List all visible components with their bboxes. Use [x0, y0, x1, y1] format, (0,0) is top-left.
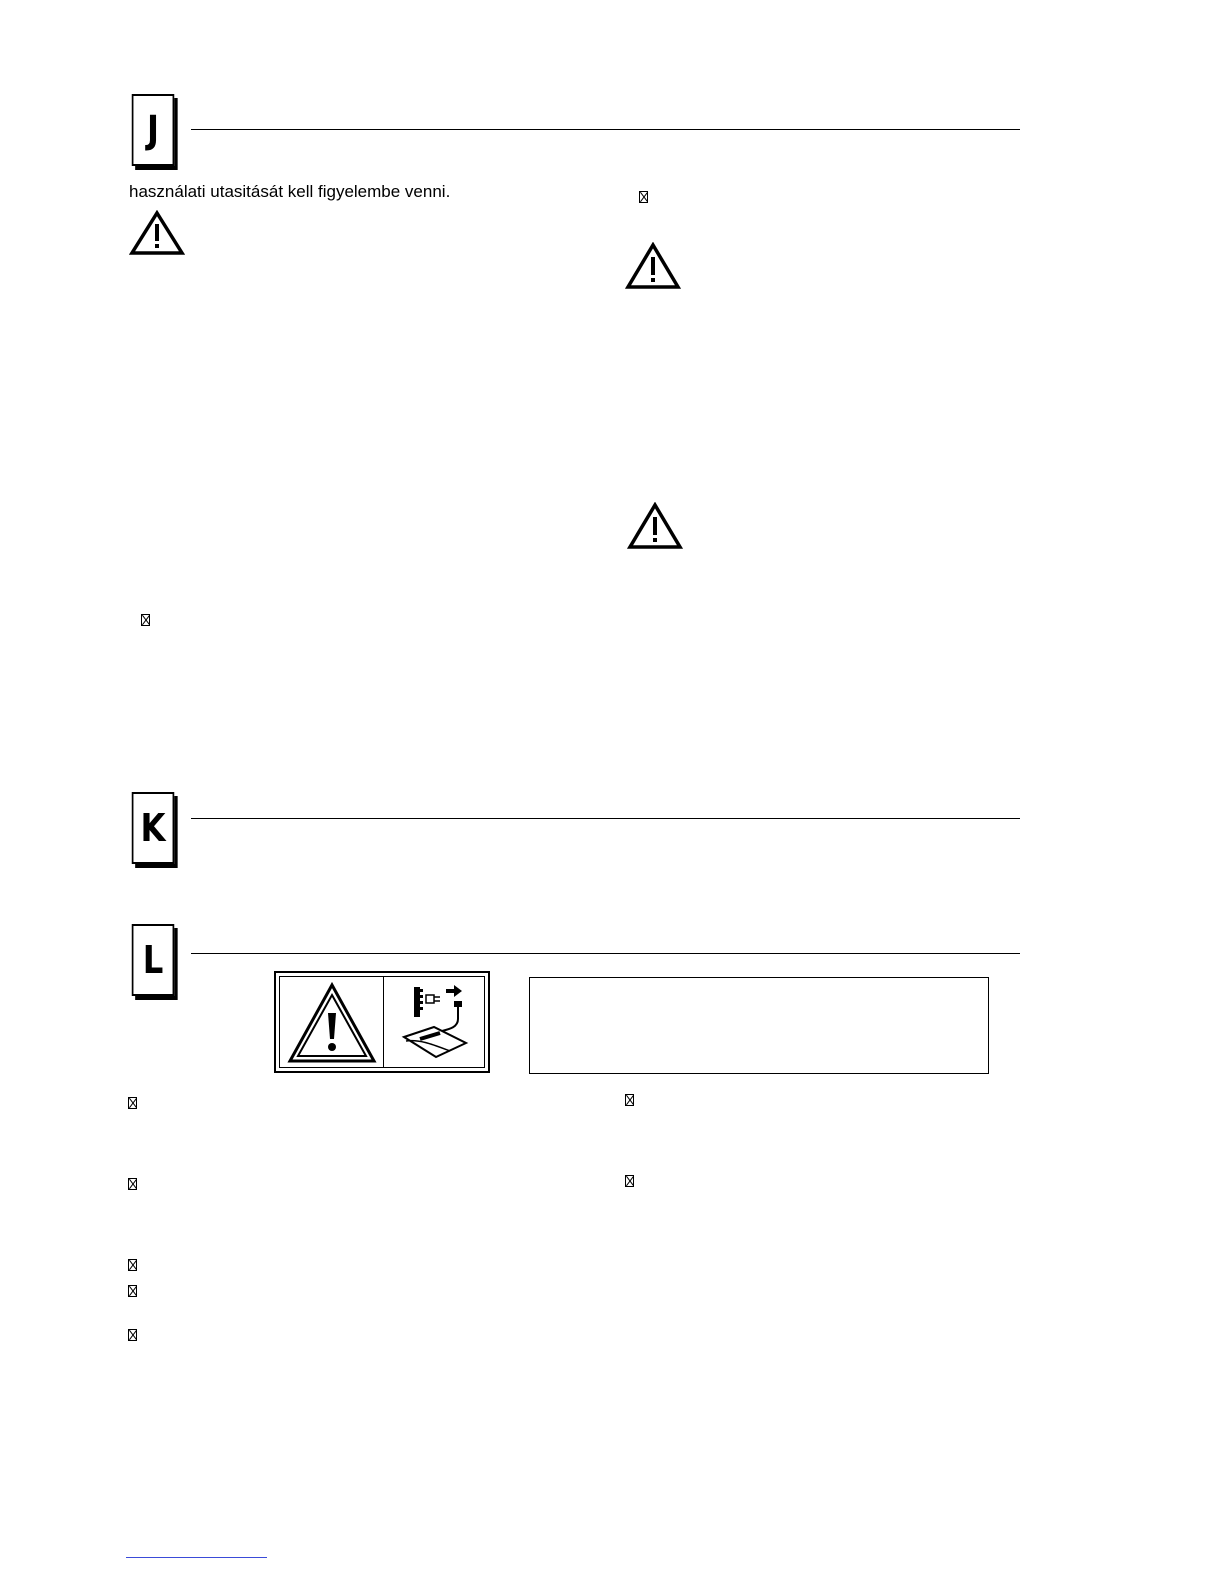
safety-label-divider: [383, 977, 384, 1067]
missing-glyph-icon: [128, 1259, 137, 1271]
warning-triangle-icon: [625, 242, 681, 290]
missing-glyph-icon: [128, 1097, 137, 1109]
section-k-letter: K: [140, 806, 166, 850]
footer-rule: [126, 1557, 267, 1558]
section-l-rule: [191, 953, 1020, 954]
missing-glyph-icon: [128, 1285, 137, 1297]
warning-triangle-icon: [129, 210, 185, 256]
note-box: [529, 977, 989, 1074]
missing-glyph-icon: [625, 1175, 634, 1187]
section-j-label: [132, 94, 175, 166]
missing-glyph-icon: [128, 1178, 137, 1190]
missing-glyph-icon: [128, 1329, 137, 1341]
section-l-letter: L: [142, 938, 164, 982]
unplug-icon: [390, 981, 480, 1067]
warning-triangle-icon: [627, 502, 683, 550]
section-j-letter: J: [146, 108, 160, 152]
section-j-rule: [191, 129, 1020, 130]
safety-label-inner: [279, 976, 485, 1068]
section-k-label: [132, 792, 175, 864]
intro-text: használati utasitását kell figyelembe venni.: [129, 182, 451, 201]
warning-triangle-icon: [286, 981, 378, 1065]
missing-glyph-icon: [639, 191, 648, 203]
missing-glyph-icon: [141, 614, 150, 626]
section-l-label: [132, 924, 175, 996]
safety-label: [274, 971, 490, 1073]
missing-glyph-icon: [625, 1094, 634, 1106]
section-k-rule: [191, 818, 1020, 819]
